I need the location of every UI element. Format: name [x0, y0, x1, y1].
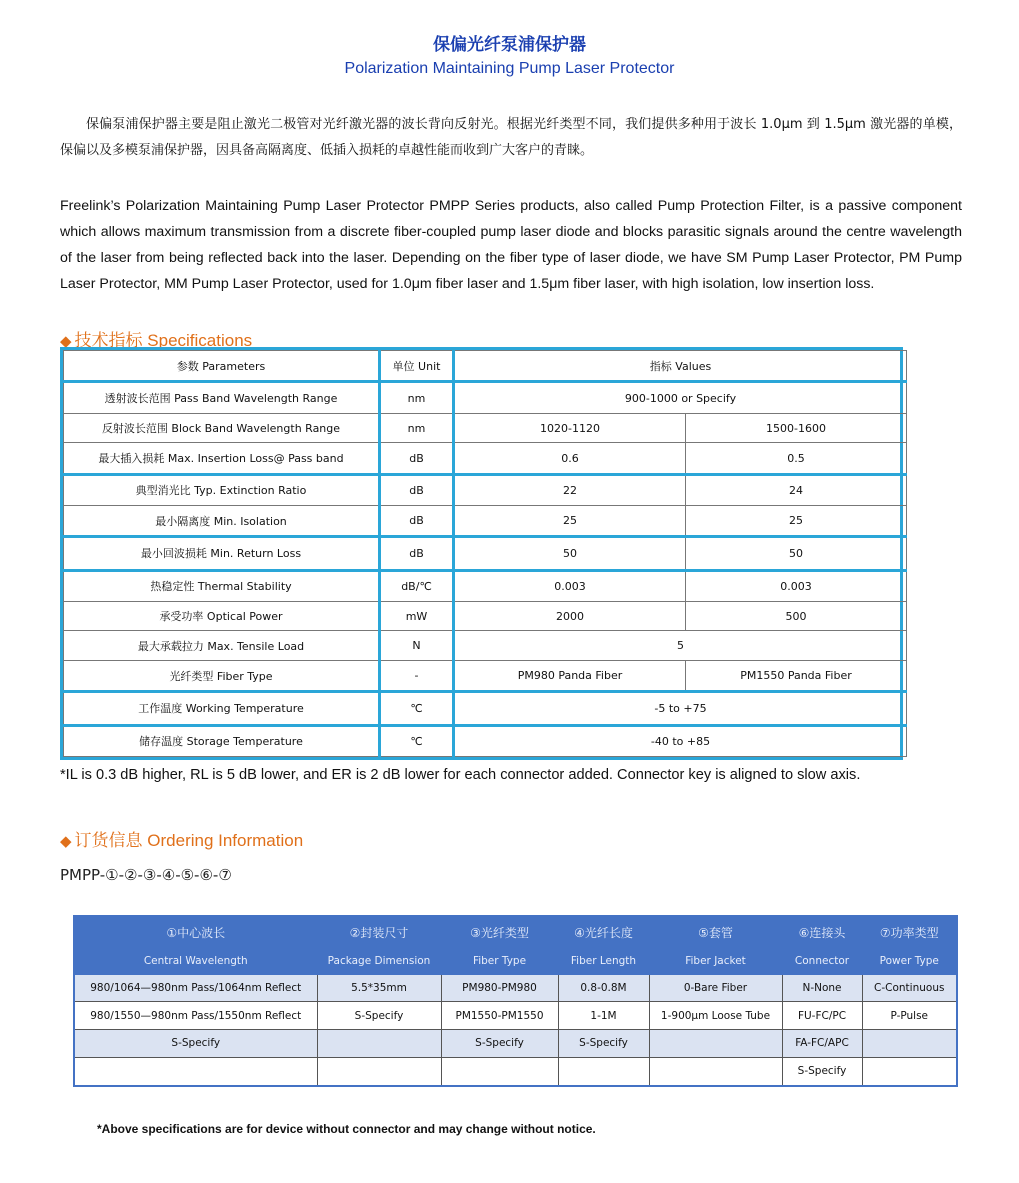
spec-param: 典型消光比 Typ. Extinction Ratio	[64, 474, 380, 505]
ordering-cell: 1-900μm Loose Tube	[649, 1002, 782, 1030]
spec-unit: dB	[380, 474, 454, 505]
spec-row	[64, 725, 907, 756]
ordering-header-en-row	[74, 948, 957, 974]
intro-paragraph-cn: 保偏泵浦保护器主要是阻止激光二极管对光纤激光器的波长背向反射光。根据光纤类型不同，我们提供多种用于波长 1.0μm 到 1.5μm 激光器的单模，保偏以及多模泵浦保护器，因具备高隔离度、低插入损耗的卓越性能而收到广大客户的青睐。	[60, 117, 962, 158]
diamond-bullet-icon: ◆	[60, 833, 72, 850]
ordering-row	[74, 974, 957, 1002]
ordering-heading	[60, 826, 303, 851]
spec-row	[64, 382, 907, 413]
spec-value-2: 50	[686, 537, 907, 570]
diamond-bullet-icon: ◆	[60, 333, 72, 350]
ordering-col-cn: ⑦功率类型	[862, 916, 957, 948]
ordering-row	[74, 1057, 957, 1086]
spec-value-1: PM980 Panda Fiber	[454, 661, 686, 692]
spec-unit: dB	[380, 537, 454, 570]
spec-param: 反射波长范围 Block Band Wavelength Range	[64, 413, 380, 443]
spec-unit: ℃	[380, 725, 454, 756]
spec-param: 承受功率 Optical Power	[64, 601, 380, 631]
spec-param: 工作温度 Working Temperature	[64, 692, 380, 725]
ordering-cell: 5.5*35mm	[317, 974, 441, 1002]
spec-unit: dB	[380, 443, 454, 474]
spec-value-1: 0.6	[454, 443, 686, 474]
ordering-col-en: Connector	[782, 948, 862, 974]
ordering-cell: FA-FC/APC	[782, 1029, 862, 1057]
ordering-col-en: Fiber Length	[558, 948, 649, 974]
spec-value: 5	[454, 631, 907, 661]
ordering-row	[74, 1029, 957, 1057]
ordering-cell: S-Specify	[558, 1029, 649, 1057]
spec-row	[64, 413, 907, 443]
ordering-cell	[317, 1029, 441, 1057]
ordering-col-cn: ②封装尺寸	[317, 916, 441, 948]
part-number-code: PMPP-①-②-③-④-⑤-⑥-⑦	[60, 866, 232, 884]
spec-param: 储存温度 Storage Temperature	[64, 725, 380, 756]
ordering-cell: S-Specify	[317, 1002, 441, 1030]
ordering-cell: S-Specify	[441, 1029, 558, 1057]
ordering-cell: S-Specify	[74, 1029, 317, 1057]
specifications-table	[63, 350, 907, 757]
spec-row	[64, 474, 907, 505]
spec-row	[64, 570, 907, 601]
spec-unit: ℃	[380, 692, 454, 725]
ordering-cell: 980/1550—980nm Pass/1550nm Reflect	[74, 1002, 317, 1030]
ordering-cell	[558, 1057, 649, 1086]
spec-value-1: 25	[454, 506, 686, 537]
ordering-cell: P-Pulse	[862, 1002, 957, 1030]
ordering-cell: 1-1M	[558, 1002, 649, 1030]
spec-row	[64, 443, 907, 474]
spec-value: 900-1000 or Specify	[454, 382, 907, 413]
ordering-cell: C-Continuous	[862, 974, 957, 1002]
ordering-cell: S-Specify	[782, 1057, 862, 1086]
spec-value-1: 22	[454, 474, 686, 505]
spec-unit: -	[380, 661, 454, 692]
ordering-col-cn: ①中心波长	[74, 916, 317, 948]
ordering-cell	[862, 1029, 957, 1057]
spec-header-unit: 单位 Unit	[380, 351, 454, 382]
spec-param: 光纤类型 Fiber Type	[64, 661, 380, 692]
ordering-cell	[649, 1029, 782, 1057]
ordering-col-en: Central Wavelength	[74, 948, 317, 974]
ordering-cell: N-None	[782, 974, 862, 1002]
spec-value-1: 1020-1120	[454, 413, 686, 443]
spec-row	[64, 601, 907, 631]
ordering-col-en: Power Type	[862, 948, 957, 974]
spec-row	[64, 631, 907, 661]
specifications-table-frame	[60, 347, 903, 760]
spec-header-row	[64, 351, 907, 382]
ordering-header-cn-row	[74, 916, 957, 948]
ordering-cell: FU-FC/PC	[782, 1002, 862, 1030]
spec-value-2: 0.5	[686, 443, 907, 474]
ordering-cell: 0.8-0.8M	[558, 974, 649, 1002]
spec-unit: dB/℃	[380, 570, 454, 601]
ordering-cell: 980/1064—980nm Pass/1064nm Reflect	[74, 974, 317, 1002]
ordering-cell	[862, 1057, 957, 1086]
spec-value-1: 50	[454, 537, 686, 570]
spec-value: -5 to +75	[454, 692, 907, 725]
ordering-col-cn: ⑤套管	[649, 916, 782, 948]
ordering-cell	[649, 1057, 782, 1086]
page-title-cn: 保偏光纤泵浦保护器	[433, 35, 586, 55]
spec-value-2: 24	[686, 474, 907, 505]
footer-disclaimer: *Above specifications are for device without connector and may change without notice.	[97, 1122, 596, 1136]
ordering-cell	[317, 1057, 441, 1086]
intro-paragraph-en: Freelink’s Polarization Maintaining Pump Laser Protector PMPP Series products, also called Pump Protection Filter, is a passive component which allows maximum transmission from a discrete fiber-coupled pump laser diode and blocks parasitic signals around the centre wavelength of the laser from being reflected back into the laser. Depending on the fiber type of laser diode, we have SM Pump Laser Protector, PM Pump Laser Protector, MM Pump Laser Protector, used for 1.0μm fiber laser and 1.5μm fiber laser, with high isolation, low insertion loss.	[60, 198, 962, 292]
ordering-cell: PM980-PM980	[441, 974, 558, 1002]
spec-param: 最小回波损耗 Min. Return Loss	[64, 537, 380, 570]
spec-param: 热稳定性 Thermal Stability	[64, 570, 380, 601]
spec-value: -40 to +85	[454, 725, 907, 756]
spec-param: 最大插入损耗 Max. Insertion Loss@ Pass band	[64, 443, 380, 474]
spec-value-2: 1500-1600	[686, 413, 907, 443]
spec-param: 透射波长范围 Pass Band Wavelength Range	[64, 382, 380, 413]
spec-value-2: 0.003	[686, 570, 907, 601]
spec-param: 最小隔离度 Min. Isolation	[64, 506, 380, 537]
ordering-cell	[441, 1057, 558, 1086]
ordering-col-en: Fiber Type	[441, 948, 558, 974]
spec-row	[64, 537, 907, 570]
spec-unit: mW	[380, 601, 454, 631]
spec-row	[64, 692, 907, 725]
ordering-table	[73, 915, 958, 1087]
ordering-col-cn: ③光纤类型	[441, 916, 558, 948]
page-title-en: Polarization Maintaining Pump Laser Protector	[344, 60, 675, 77]
ordering-cell: 0-Bare Fiber	[649, 974, 782, 1002]
spec-unit: dB	[380, 506, 454, 537]
spec-header-values: 指标 Values	[454, 351, 907, 382]
spec-value-2: 25	[686, 506, 907, 537]
spec-unit: N	[380, 631, 454, 661]
ordering-row	[74, 1002, 957, 1030]
ordering-cell	[74, 1057, 317, 1086]
ordering-col-en: Fiber Jacket	[649, 948, 782, 974]
spec-row	[64, 506, 907, 537]
spec-unit: nm	[380, 413, 454, 443]
spec-value-1: 0.003	[454, 570, 686, 601]
spec-param: 最大承载拉力 Max. Tensile Load	[64, 631, 380, 661]
spec-header-param: 参数 Parameters	[64, 351, 380, 382]
spec-value-2: 500	[686, 601, 907, 631]
ordering-col-en: Package Dimension	[317, 948, 441, 974]
spec-unit: nm	[380, 382, 454, 413]
ordering-heading-text: 订货信息 Ordering Information	[74, 831, 304, 850]
specifications-heading-text: 技术指标 Specifications	[74, 331, 253, 350]
spec-value-1: 2000	[454, 601, 686, 631]
ordering-cell: PM1550-PM1550	[441, 1002, 558, 1030]
spec-row	[64, 661, 907, 692]
ordering-col-cn: ⑥连接头	[782, 916, 862, 948]
spec-value-2: PM1550 Panda Fiber	[686, 661, 907, 692]
ordering-col-cn: ④光纤长度	[558, 916, 649, 948]
specifications-note: *IL is 0.3 dB higher, RL is 5 dB lower, and ER is 2 dB lower for each connector added. Connector key is aligned to slow axis.	[60, 767, 861, 783]
